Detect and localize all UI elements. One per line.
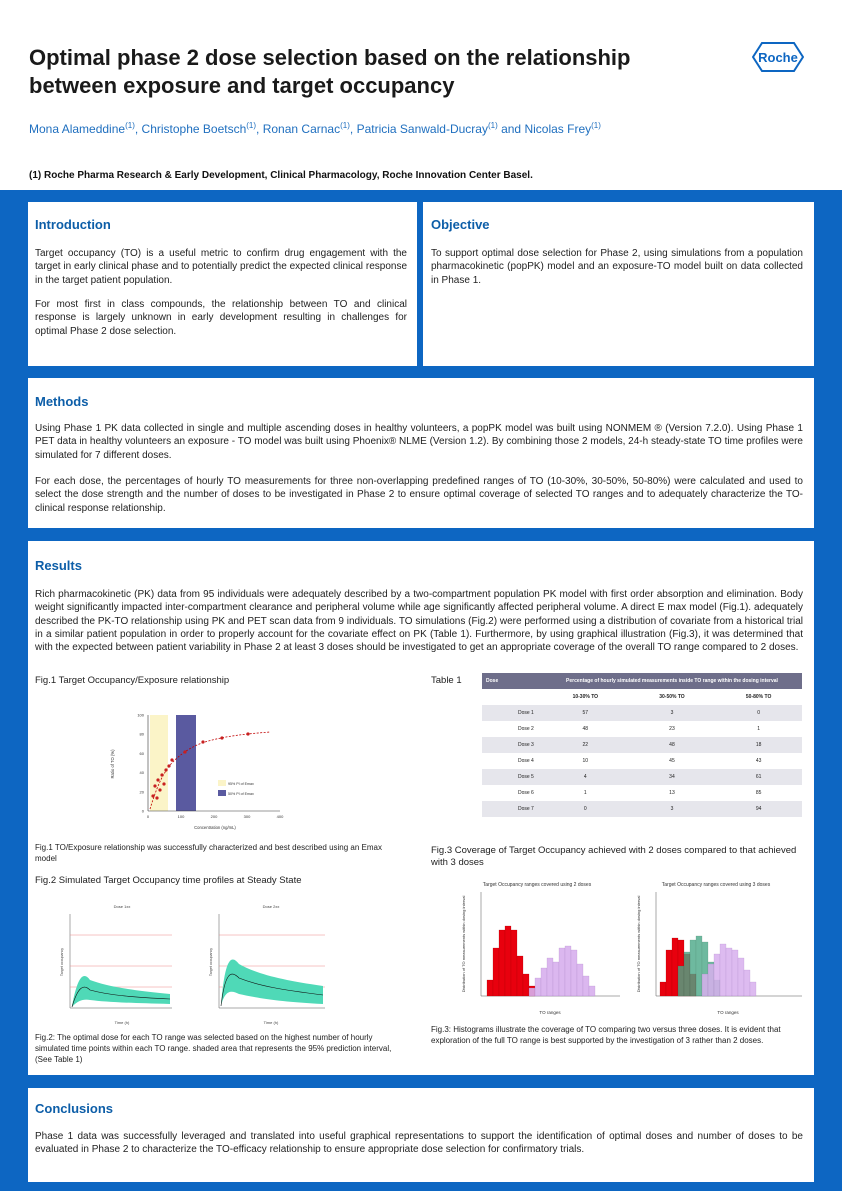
table-row — [482, 769, 802, 785]
author-list: Mona Alameddine$^{(1)}$, Christophe Boetsch$^{(1)}$, Ronan Carnac$^{(1)}$, Patricia Sanwald-Ducray$^{(1)}$ and Nicolas Frey$^{(1)}$ — [29, 121, 601, 136]
table-cell-value: 1 — [542, 785, 629, 801]
table-cell-dose: Dose 5 — [482, 769, 542, 785]
roche-logo — [752, 42, 804, 72]
table-cell-value: 22 — [542, 737, 629, 753]
svg-text:50% PI of Emax: 50% PI of Emax — [228, 792, 254, 796]
results-heading: Results — [35, 558, 82, 573]
svg-text:Target Occupancy ranges covere: Target Occupancy ranges covered using 2 doses — [482, 882, 592, 888]
table-cell-dose: Dose 7 — [482, 801, 542, 817]
table-cell-value: 0 — [542, 801, 629, 817]
author-name: Nicolas Frey — [524, 122, 592, 136]
author-name: Mona Alameddine — [29, 122, 126, 136]
fig2-title: Fig.2 Simulated Target Occupancy time profiles at Steady State — [35, 875, 302, 886]
author-name: Christophe Boetsch — [141, 122, 247, 136]
table1-header-dose: Dose — [482, 673, 542, 689]
table-cell-value: 10 — [542, 753, 629, 769]
table-cell-dose: Dose 4 — [482, 753, 542, 769]
table-cell-value: 43 — [715, 753, 802, 769]
conclusions-paragraph: Phase 1 data was successfully leveraged and translated into useful graphical representations to support the identification of optimal doses and number of doses to be evaluated in Phase 2 to characterize the TO-efficacy relationship to ensure appropriate dose selection for confirmatory trials. — [35, 1131, 803, 1156]
introduction-heading: Introduction — [35, 217, 111, 232]
fig1-emax-plot — [100, 708, 288, 834]
table-row — [482, 705, 802, 721]
table1-subheader: 10-30% TO — [542, 689, 629, 705]
table-cell-value: 61 — [715, 769, 802, 785]
table-row — [482, 721, 802, 737]
fig1-caption: Fig.1 TO/Exposure relationship was successfully characterized and best described using an Emax model — [35, 843, 382, 863]
svg-text:Distribution of TO measurement: Distribution of TO measurements within dosing interval — [636, 895, 641, 993]
fig2-caption: Fig.2: The optimal dose for each TO range was selected based on the highest number of hourly simulated time points within each TO range. shaded area that represents the 95% prediction interval, (See Table 1) — [35, 1033, 392, 1064]
table-cell-value: 57 — [542, 705, 629, 721]
poster-title: Optimal phase 2 dose selection based on the relationship between exposure and target occupancy — [29, 45, 631, 98]
table-cell-value: 18 — [715, 737, 802, 753]
author-affiliation-mark: (1) — [125, 121, 135, 130]
introduction-paragraph-1: Target occupancy (TO) is a useful metric to confirm drug engagement with the target in early clinical phase and to potentially predict the expected clinical response in the target patient population. — [35, 248, 407, 286]
author-name: Patricia Sanwald-Ducray — [356, 122, 488, 136]
introduction-paragraph-2: For most first in class compounds, the relationship between TO and clinical response is largely unknown in early development resulting in challenges for optimal Phase 2 dose selection. — [35, 299, 407, 337]
table-cell-value: 94 — [715, 801, 802, 817]
fig3-caption: Fig.3: Histograms illustrate the coverage of TO comparing two versus three doses. It is evident that exploration of the full TO range is best supported by the investigation of 3 rather than 2 doses. — [431, 1025, 781, 1045]
fig1-xtick-label: 0 — [146, 814, 150, 819]
svg-text:TO ranges: TO ranges — [539, 1010, 561, 1015]
table-cell-dose: Dose 3 — [482, 737, 542, 753]
fig1-ytick-label: 0 — [141, 808, 144, 814]
table-cell-value: 0 — [715, 705, 802, 721]
methods-heading: Methods — [35, 394, 89, 409]
table-cell-dose: Dose 6 — [482, 785, 542, 801]
svg-text:Target Occupancy ranges covere: Target Occupancy ranges covered using 3 doses — [661, 882, 771, 888]
fig1-xtick-label: 100 — [177, 814, 185, 819]
fig1-xtick-label: 200 — [210, 814, 218, 819]
svg-text:Dose 2xx: Dose 2xx — [262, 904, 280, 909]
table-row — [482, 801, 802, 817]
fig2-panel-right — [207, 900, 329, 1026]
methods-paragraph-1: Using Phase 1 PK data collected in single and multiple ascending doses in healthy volunteers, a popPK model was built using NONMEM ® (Version 7.2.0). Using Phase 1 PET data in healthy volunteers an exposure - TO model was built using Phoenix® NLME (Version 1.2). By combining those 2 models, 24-h steady-state TO time profiles were simulated for 7 different doses. — [35, 423, 803, 461]
fig1-ytick-label: 60 — [139, 750, 144, 756]
table-cell-value: 23 — [629, 721, 716, 737]
author-affiliation-mark: (1) — [340, 121, 350, 130]
author-affiliation-mark: (1) — [246, 121, 257, 130]
fig1-title: Fig.1 Target Occupancy/Exposure relationship — [35, 675, 230, 686]
affiliation: (1) Roche Pharma Research & Early Development, Clinical Pharmacology, Roche Innovation Center Basel. — [29, 170, 533, 181]
svg-text:Target occupancy: Target occupancy — [209, 947, 213, 977]
objective-paragraph: To support optimal dose selection for Phase 2, using simulations from a population pharmacokinetic (popPK) model and an exposure-TO model built on data collected in Phase 1. — [431, 248, 803, 286]
table-cell-value: 34 — [629, 769, 716, 785]
methods-paragraph-2: For each dose, the percentages of hourly TO measurements for three non-overlapping predefined ranges of TO (10-30%, 30-50%, 50-80%) were calculated and used to select the dose strength and the number of doses to be investigated in Phase 2 to ensure optimal coverage of selected TO ranges and to adequately characterize the TO-clinical response relationship. — [35, 476, 803, 514]
objective-heading: Objective — [431, 217, 490, 232]
fig3-two-doses — [455, 878, 625, 1020]
table1-subheader: 50-80% TO — [715, 689, 802, 705]
table-cell-value: 48 — [542, 721, 629, 737]
fig3-three-doses — [630, 878, 806, 1020]
fig1-ytick-label: 100 — [137, 712, 144, 718]
table-cell-value: 45 — [629, 753, 716, 769]
fig3-title: Fig.3 Coverage of Target Occupancy achieved with 2 doses compared to that achieved with 3 doses — [431, 845, 797, 868]
fig1-ytick-label: 40 — [139, 770, 144, 776]
table-row — [482, 737, 802, 753]
table-cell-value: 48 — [629, 737, 716, 753]
svg-text:Concentration (ng/mL): Concentration (ng/mL) — [194, 825, 236, 830]
svg-text:Ratio of TO (%): Ratio of TO (%) — [110, 749, 115, 779]
fig1-xtick-label: 400 — [276, 814, 284, 819]
table-cell-value: 13 — [629, 785, 716, 801]
svg-text:Time (h): Time (h) — [114, 1020, 130, 1025]
table1-title: Table 1 — [431, 675, 462, 686]
svg-text:Time (h): Time (h) — [263, 1020, 279, 1025]
author-affiliation-mark: (1) — [591, 121, 601, 130]
table-cell-value: 85 — [715, 785, 802, 801]
table1-subheader: 30-50% TO — [629, 689, 716, 705]
fig1-50pi-band — [176, 715, 196, 811]
table-cell-value: 1 — [715, 721, 802, 737]
table-cell-value: 3 — [629, 801, 716, 817]
author-name: Ronan Carnac — [262, 122, 341, 136]
fig2-panel-left — [58, 900, 176, 1026]
conclusions-heading: Conclusions — [35, 1101, 114, 1116]
fig1-ytick-label: 20 — [139, 789, 144, 795]
svg-text:TO ranges: TO ranges — [717, 1010, 739, 1015]
table-row — [482, 753, 802, 769]
svg-text:95% PI of Emax: 95% PI of Emax — [228, 782, 254, 786]
table1 — [482, 673, 802, 817]
author-affiliation-mark: (1) — [487, 121, 498, 130]
table-cell-value: 3 — [629, 705, 716, 721]
fig1-ytick-label: 80 — [139, 731, 144, 737]
svg-text:Target occupancy: Target occupancy — [60, 947, 64, 977]
svg-text:Distribution of TO measurement: Distribution of TO measurements within dosing interval — [461, 895, 466, 993]
results-paragraph: Rich pharmacokinetic (PK) data from 95 individuals were adequately described by a two-compartment population PK model with first order absorption and elimination. Body weight significantly impacted inter-compartment clearance and peripheral volume while age significantly affected peripheral volume. A direct E max model (Fig.1). adequately described the PK-TO relationship using PK and PET scan data from 9 individuals. TO simulations (Fig.2) were performed using a distribution of covariate from a historical trial in a similar patient population in order to properly account for the covariate effect on PK (Table 1). Furthermore, by using graphical illustration (Fig.3), it was determined that with the expected between patient variability in Phase 2 at least 3 doses should be investigated to get an appropriate coverage of the overall TO range compared to 2 doses. — [35, 589, 803, 654]
table-row — [482, 785, 802, 801]
fig1-xtick-label: 300 — [243, 814, 251, 819]
table-cell-dose: Dose 2 — [482, 721, 542, 737]
table-cell-value: 4 — [542, 769, 629, 785]
table1-header-percentage: Percentage of hourly simulated measurements inside TO range within the dosing interval — [542, 673, 802, 689]
svg-text:Roche: Roche — [758, 50, 798, 65]
table-cell-dose: Dose 1 — [482, 705, 542, 721]
svg-text:Dose 1xx: Dose 1xx — [113, 904, 131, 909]
